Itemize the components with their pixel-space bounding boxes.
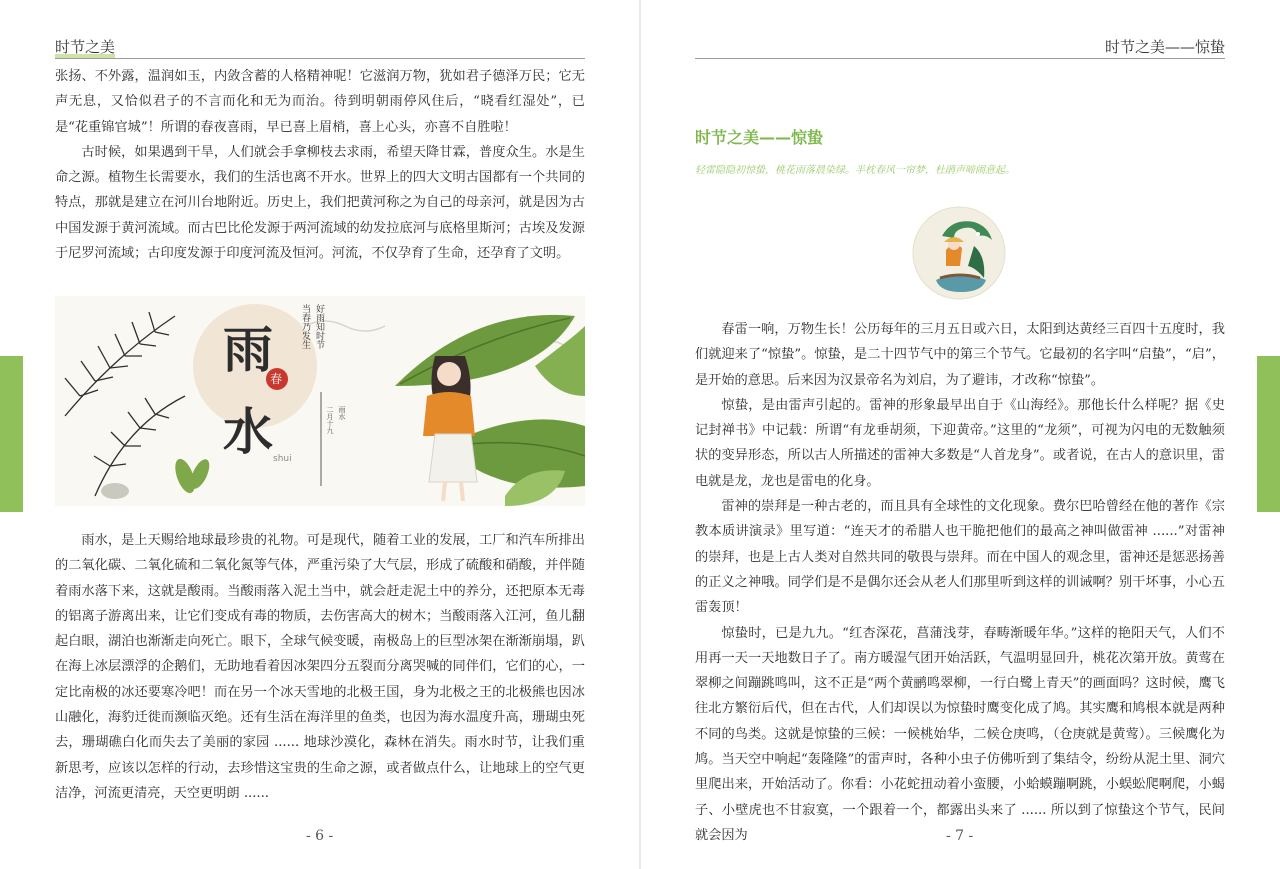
illus-pinyin: shui — [273, 454, 292, 464]
section-subtitle: 轻雷隐隐初惊蛰，桃花雨落晨染绿。半枕春风一帘梦，杜鹃声啼闹意起。 — [695, 165, 1015, 176]
left-header-rule — [55, 58, 585, 59]
right-running-header: 时节之美——惊蛰 — [1104, 38, 1225, 56]
right-page-number: - 7 - — [946, 828, 974, 844]
paragraph: 张扬、不外露，温润如玉，内敛含蓄的人格精神呢！它滋润万物，犹如君子德泽万民；它无声无息，又恰似君子的不言而化和无为而治。待到明朝雨停风住后，“晓看红湿处”，已是“花重锦官城”！所谓的春夜喜雨，早已喜上眉梢，喜上心头，亦喜不自胜啦！ — [55, 69, 585, 135]
illus-caption: 雨水 — [338, 406, 346, 420]
left-text-bottom — [55, 528, 585, 806]
section-title: 时节之美——惊蛰 — [695, 128, 824, 147]
taro-leaf-icon — [395, 315, 585, 506]
illus-poem-col-2: 当春乃发生 — [300, 304, 310, 349]
illus-poem-col-1: 好雨知时节 — [314, 304, 324, 349]
yushui-illustration — [55, 296, 585, 506]
illus-seal-char: 春 — [270, 372, 283, 386]
sprout-icon — [101, 456, 213, 499]
left-running-header: 时节之美 — [55, 38, 116, 56]
left-text-top — [55, 64, 585, 266]
right-header-rule — [695, 58, 1225, 59]
paragraph: 雷神的崇拜是一种古老的，而且具有全球性的文化现象。费尔巴哈曾经在他的著作《宗教本质讲演录》里写道：“连天才的希腊人也干脆把他们的最高之神叫做雷神 ......”对雷神的崇拜，也是上古人类对自然共同的敬畏与崇拜。而在中国人的观念里，雷神还是惩恶扬善的正义之神哦。同学们是不是偶尔还会从老人们那里听到这样的训诫啊？别干坏事，小心五雷轰顶！ — [695, 499, 1225, 616]
right-edge-tab — [1257, 356, 1280, 512]
right-text-body — [695, 317, 1225, 848]
palm-fronds-icon — [65, 312, 185, 496]
illus-title-char-1: 雨 — [223, 320, 275, 379]
left-edge-tab — [0, 356, 23, 512]
jingzhe-medallion-icon — [912, 206, 1006, 300]
paragraph: 惊蛰，是由雷声引起的。雷神的形象最早出自于《山海经》。那他长什么样呢？据《史记封禅书》中记载：所谓“有龙垂胡须，下迎黄帝。”这里的“龙须”，可视为闪电的无数触须状的变异形态，所以古人所描述的雷神大多数是“人首龙身”。或者说，在古人的意识里，雷电就是龙，龙也是雷电的化身。 — [695, 397, 1225, 489]
right-page — [640, 0, 1280, 869]
paragraph: 古时候，如果遇到干旱，人们就会手拿柳枝去求雨，希望天降甘霖，普度众生。水是生命之源。植物生长需要水，我们的生活也离不开水。世界上的四大文明古国都有一个共同的特点，那就是建立在河川台地附近。历史上，我们把黄河称之为自己的母亲河，就是因为古中国发源于黄河流域。而古巴比伦发源于两河流域的幼发拉底河与底格里斯河；古埃及发源于尼罗河流域；古印度发源于印度河流及恒河。河流，不仅孕育了生命，还孕育了文明。 — [55, 144, 585, 262]
paragraph: 雨水，是上天赐给地球最珍贵的礼物。可是现代，随着工业的发展，工厂和汽车所排出的二氧化碳、二氧化硫和二氧化氮等气体，严重污染了大气层，形成了硫酸和硝酸，并伴随着雨水落下来，这就是酸雨。当酸雨落入泥土当中，就会赶走泥土中的养分，还把原本无毒的铝离子游离出来，让它们变成有毒的物质，去伤害高大的树木；当酸雨落入江河，鱼儿翻起白眼，湖泊也渐渐走向死亡。眼下，全球气候变暖，南极岛上的巨型冰架在渐渐崩塌，趴在海上冰层漂浮的企鹅们，无助地看着因冰架四分五裂而分离哭喊的同伴们，它们的心，一定比南极的冰还要寒冷吧！而在另一个冰天雪地的北极王国，身为北极之王的北极熊也因冰山融化，海豹迁徙而濒临灭绝。还有生活在海洋里的鱼类，也因为海水温度升高，珊瑚虫死去，珊瑚礁白化而失去了美丽的家园 ...... 地球沙漠化，森林在消失。雨水时节，让我们重新思考，应该以怎样的行动，去珍惜这宝贵的生命之源，或者做点什么，让地球上的空气更洁净，河流更清亮，天空更明朗 ...... — [55, 533, 585, 801]
illus-date: 二月十九 — [326, 406, 334, 434]
left-page-number: - 6 - — [306, 828, 334, 844]
paragraph: 春雷一响，万物生长！公历每年的三月五日或六日，太阳到达黄经三百四十五度时，我们就迎来了“惊蛰”。惊蛰，是二十四节气中的第三个节气。它最初的名字叫“启蛰”，“启”，是开始的意思。后来因为汉景帝名为刘启，为了避讳，才改称“惊蛰”。 — [695, 322, 1225, 388]
illus-title-char-2: 水 — [223, 402, 275, 461]
paragraph: 惊蛰时，已是九九。“红杏深花，菖蒲浅芽，春畴渐暖年华。”这样的艳阳天气，人们不用再一天一天地数日子了。南方暖湿气团开始活跃，气温明显回升，桃花次第开放。黄莺在翠柳之间蹦跳鸣叫，这不正是“两个黄鹂鸣翠柳，一行白鹭上青天”的画面吗？这时候，鹰飞往北方繁衍后代，但在古代，人们却误以为惊蛰时鹰变化成了鸠。其实鹰和鸠根本就是两种不同的鸟类。这就是惊蛰的三候：一候桃始华，二候仓庚鸣，（仓庚就是黄莺）。三候鹰化为鸠。当天空中响起“轰隆隆”的雷声时，各种小虫子仿佛听到了集结令，纷纷从泥土里、洞穴里爬出来，开始活动了。你看：小花蛇扭动着小蛮腰，小蛤蟆蹦啊跳，小蜈蚣爬啊爬，小蝎子、小壁虎也不甘寂寞，一个跟着一个，都露出头来了 ...... 所以到了惊蛰这个节气，民间就会因为 — [695, 625, 1225, 843]
